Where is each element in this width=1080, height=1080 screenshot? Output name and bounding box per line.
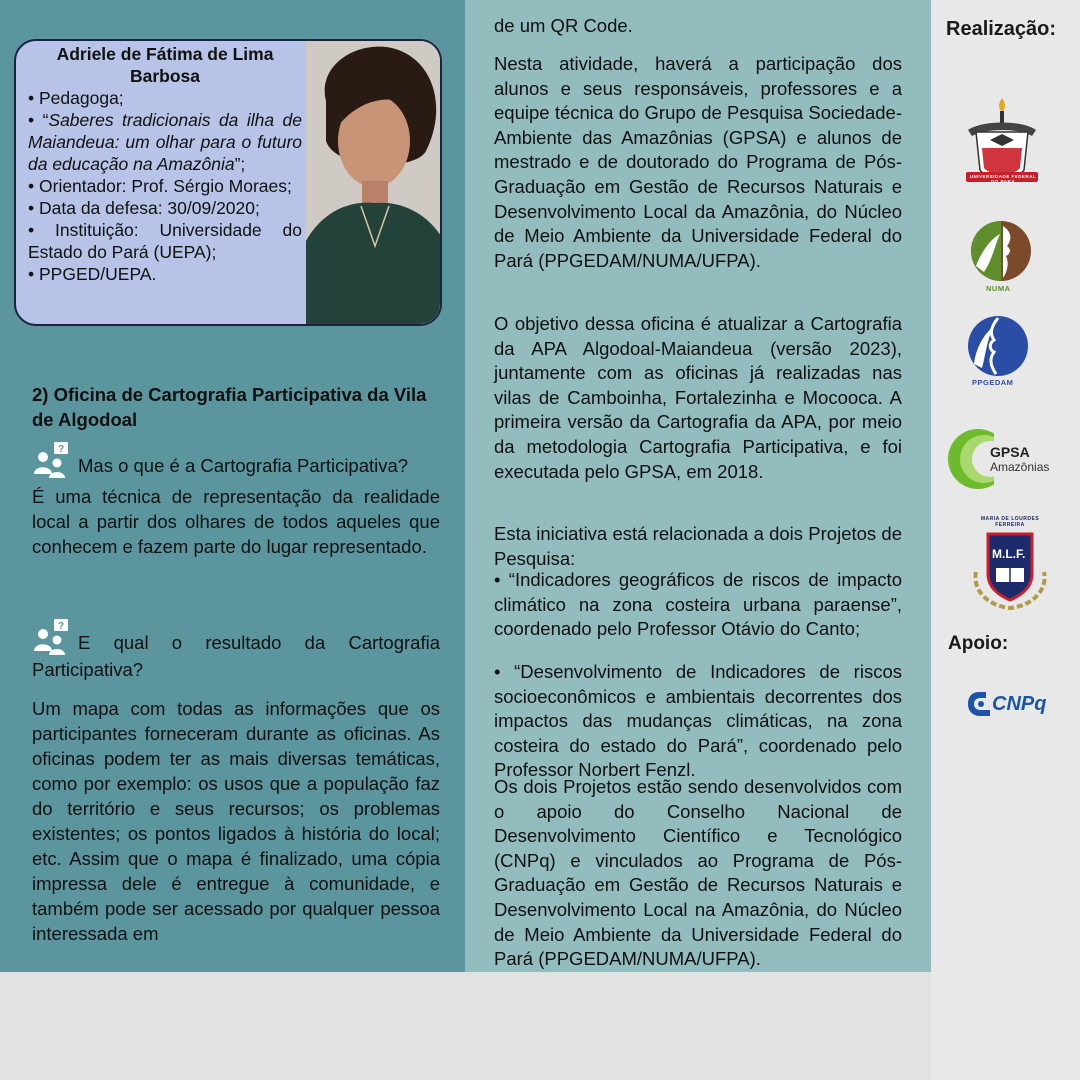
profile-item-program: • PPGED/UEPA. xyxy=(28,264,157,284)
gpsa-subtitle: Amazônias xyxy=(990,460,1050,474)
projects-intro: Esta iniciativa está relacionada a dois Projetos de Pesquisa: xyxy=(494,523,902,569)
profile-text xyxy=(16,41,306,324)
cnpq-logo xyxy=(966,690,1066,720)
mlf-title: M.L.F. xyxy=(992,547,1026,561)
svg-text:?: ? xyxy=(57,444,65,455)
mlf-arc-text: MARIA DE LOURDES FERREIRA xyxy=(980,516,1040,528)
numa-caption: NUMA xyxy=(986,284,1011,293)
profile-card xyxy=(14,39,442,326)
support-paragraph: Os dois Projetos estão sendo desenvolvidos com o apoio do Conselho Nacional de Desenvolvimento Científico e Tecnológico (CNPq) e vinculados ao Programa de Pós-Graduação em Gestão de Recursos Naturais e Desenvolvimento Local na Amazônia, do Núcleo de Meio Ambiente da Universidade Federal do Pará (PPGEDAM/NUMA/UFPA). xyxy=(494,776,902,970)
profile-item-thesis: • “Saberes tradicionais da ilha de Maiandeua: um olhar para o futuro da educação na Amazônia”; xyxy=(28,110,302,174)
cnpq-text: CNPq xyxy=(992,693,1047,715)
realizacao-heading: Realização: xyxy=(946,18,1057,40)
answer-2: Um mapa com todas as informações que os participantes forneceram durante as oficinas. As oficinas podem ter as mais diversas temáticas, como por exemplo: os usos que a população faz do território e seus recursos; os problemas existentes; os pontos ligados à história do local; etc. Assim que o mapa é finalizado, uma cópia impressa dele é entregue à comunidade, e também pode ser acessado por qualquer pessoa interessada em xyxy=(32,698,440,944)
ufpa-logo xyxy=(962,96,1042,192)
question-2: ? E qual o resultado da Cartografia Participativa? xyxy=(32,617,440,682)
objective-paragraph: O objetivo dessa oficina é atualizar a Cartografia da APA Algodoal-Maiandeua (versão 2023), juntamente com as oficinas já realizadas nas vilas de Camboinha, Fortalezinha e Mocooca. A primeira versão da Cartografia da APA, por meio da metodologia Cartografia Participativa, e foi executada pelo GPSA, em 2018. xyxy=(494,313,902,482)
cnpq-mark-icon xyxy=(966,690,992,718)
svg-text:?: ? xyxy=(57,621,65,632)
portrait-illustration xyxy=(306,41,442,326)
gpsa-logo xyxy=(944,428,1074,490)
people-question-icon xyxy=(32,617,72,657)
project-1: • “Indicadores geográficos de riscos de impacto climático na zona costeira urbana paraense”, coordenado pelo Professor Otávio do Canto; xyxy=(494,569,902,640)
gpsa-arcs-icon xyxy=(944,428,994,490)
ppgedam-logo xyxy=(960,316,1038,392)
profile-photo xyxy=(306,41,442,324)
project-2: • “Desenvolvimento de Indicadores de riscos socioeconômicos e ambientais decorrentes dos impactos das mudanças climáticas, na zona costeira do estado do Pará”, coordenado pelo Professor Norbert Fenzl. xyxy=(494,661,902,781)
numa-leaf-face-icon xyxy=(962,220,1040,286)
qr-code-continuation: de um QR Code. xyxy=(494,15,633,36)
numa-logo xyxy=(962,220,1040,296)
ppgedam-caption: PPGEDAM xyxy=(972,378,1014,387)
profile-item-institution: • Instituição: Universidade do Estado do Pará (UEPA); xyxy=(28,220,302,262)
ppgedam-face-icon xyxy=(960,316,1038,378)
apoio-heading: Apoio: xyxy=(948,633,1009,654)
profile-item-advisor: • Orientador: Prof. Sérgio Moraes; xyxy=(28,176,292,196)
profile-item-role: • Pedagoga; xyxy=(28,88,124,108)
profile-item-defense-date: • Data da defesa: 30/09/2020; xyxy=(28,198,260,218)
profile-name: Adriele de Fátima de Lima Barbosa xyxy=(56,44,274,86)
ufpa-banner-text: UNIVERSIDADE FEDERAL DO PARÁ xyxy=(969,174,1037,184)
answer-1: É uma técnica de representação da realidade local a partir dos olhares de todos aqueles que conhecem e fazem parte do lugar representado. xyxy=(32,486,440,557)
people-question-icon xyxy=(32,440,72,480)
mlf-logo xyxy=(962,512,1058,612)
left-column xyxy=(0,0,465,972)
activity-paragraph: Nesta atividade, haverá a participação dos alunos e seus responsáveis, professores e a equipe técnica do Grupo de Pesquisa Sociedade-Ambiente das Amazônias (GPSA) e alunos de mestrado e de doutorado do Programa de Pós-Graduação em Gestão de Recursos Naturais e Desenvolvimento Local da Amazônia, do Núcleo de Meio Ambiente da Universidade Federal do Pará (PPGEDAM/NUMA/UFPA). xyxy=(494,53,902,271)
section-title: 2) Oficina de Cartografia Participativa da Vila de Algodoal xyxy=(32,384,427,430)
question-1: ? Mas o que é a Cartografia Participativa? xyxy=(32,440,440,480)
gpsa-title: GPSA xyxy=(990,444,1030,460)
